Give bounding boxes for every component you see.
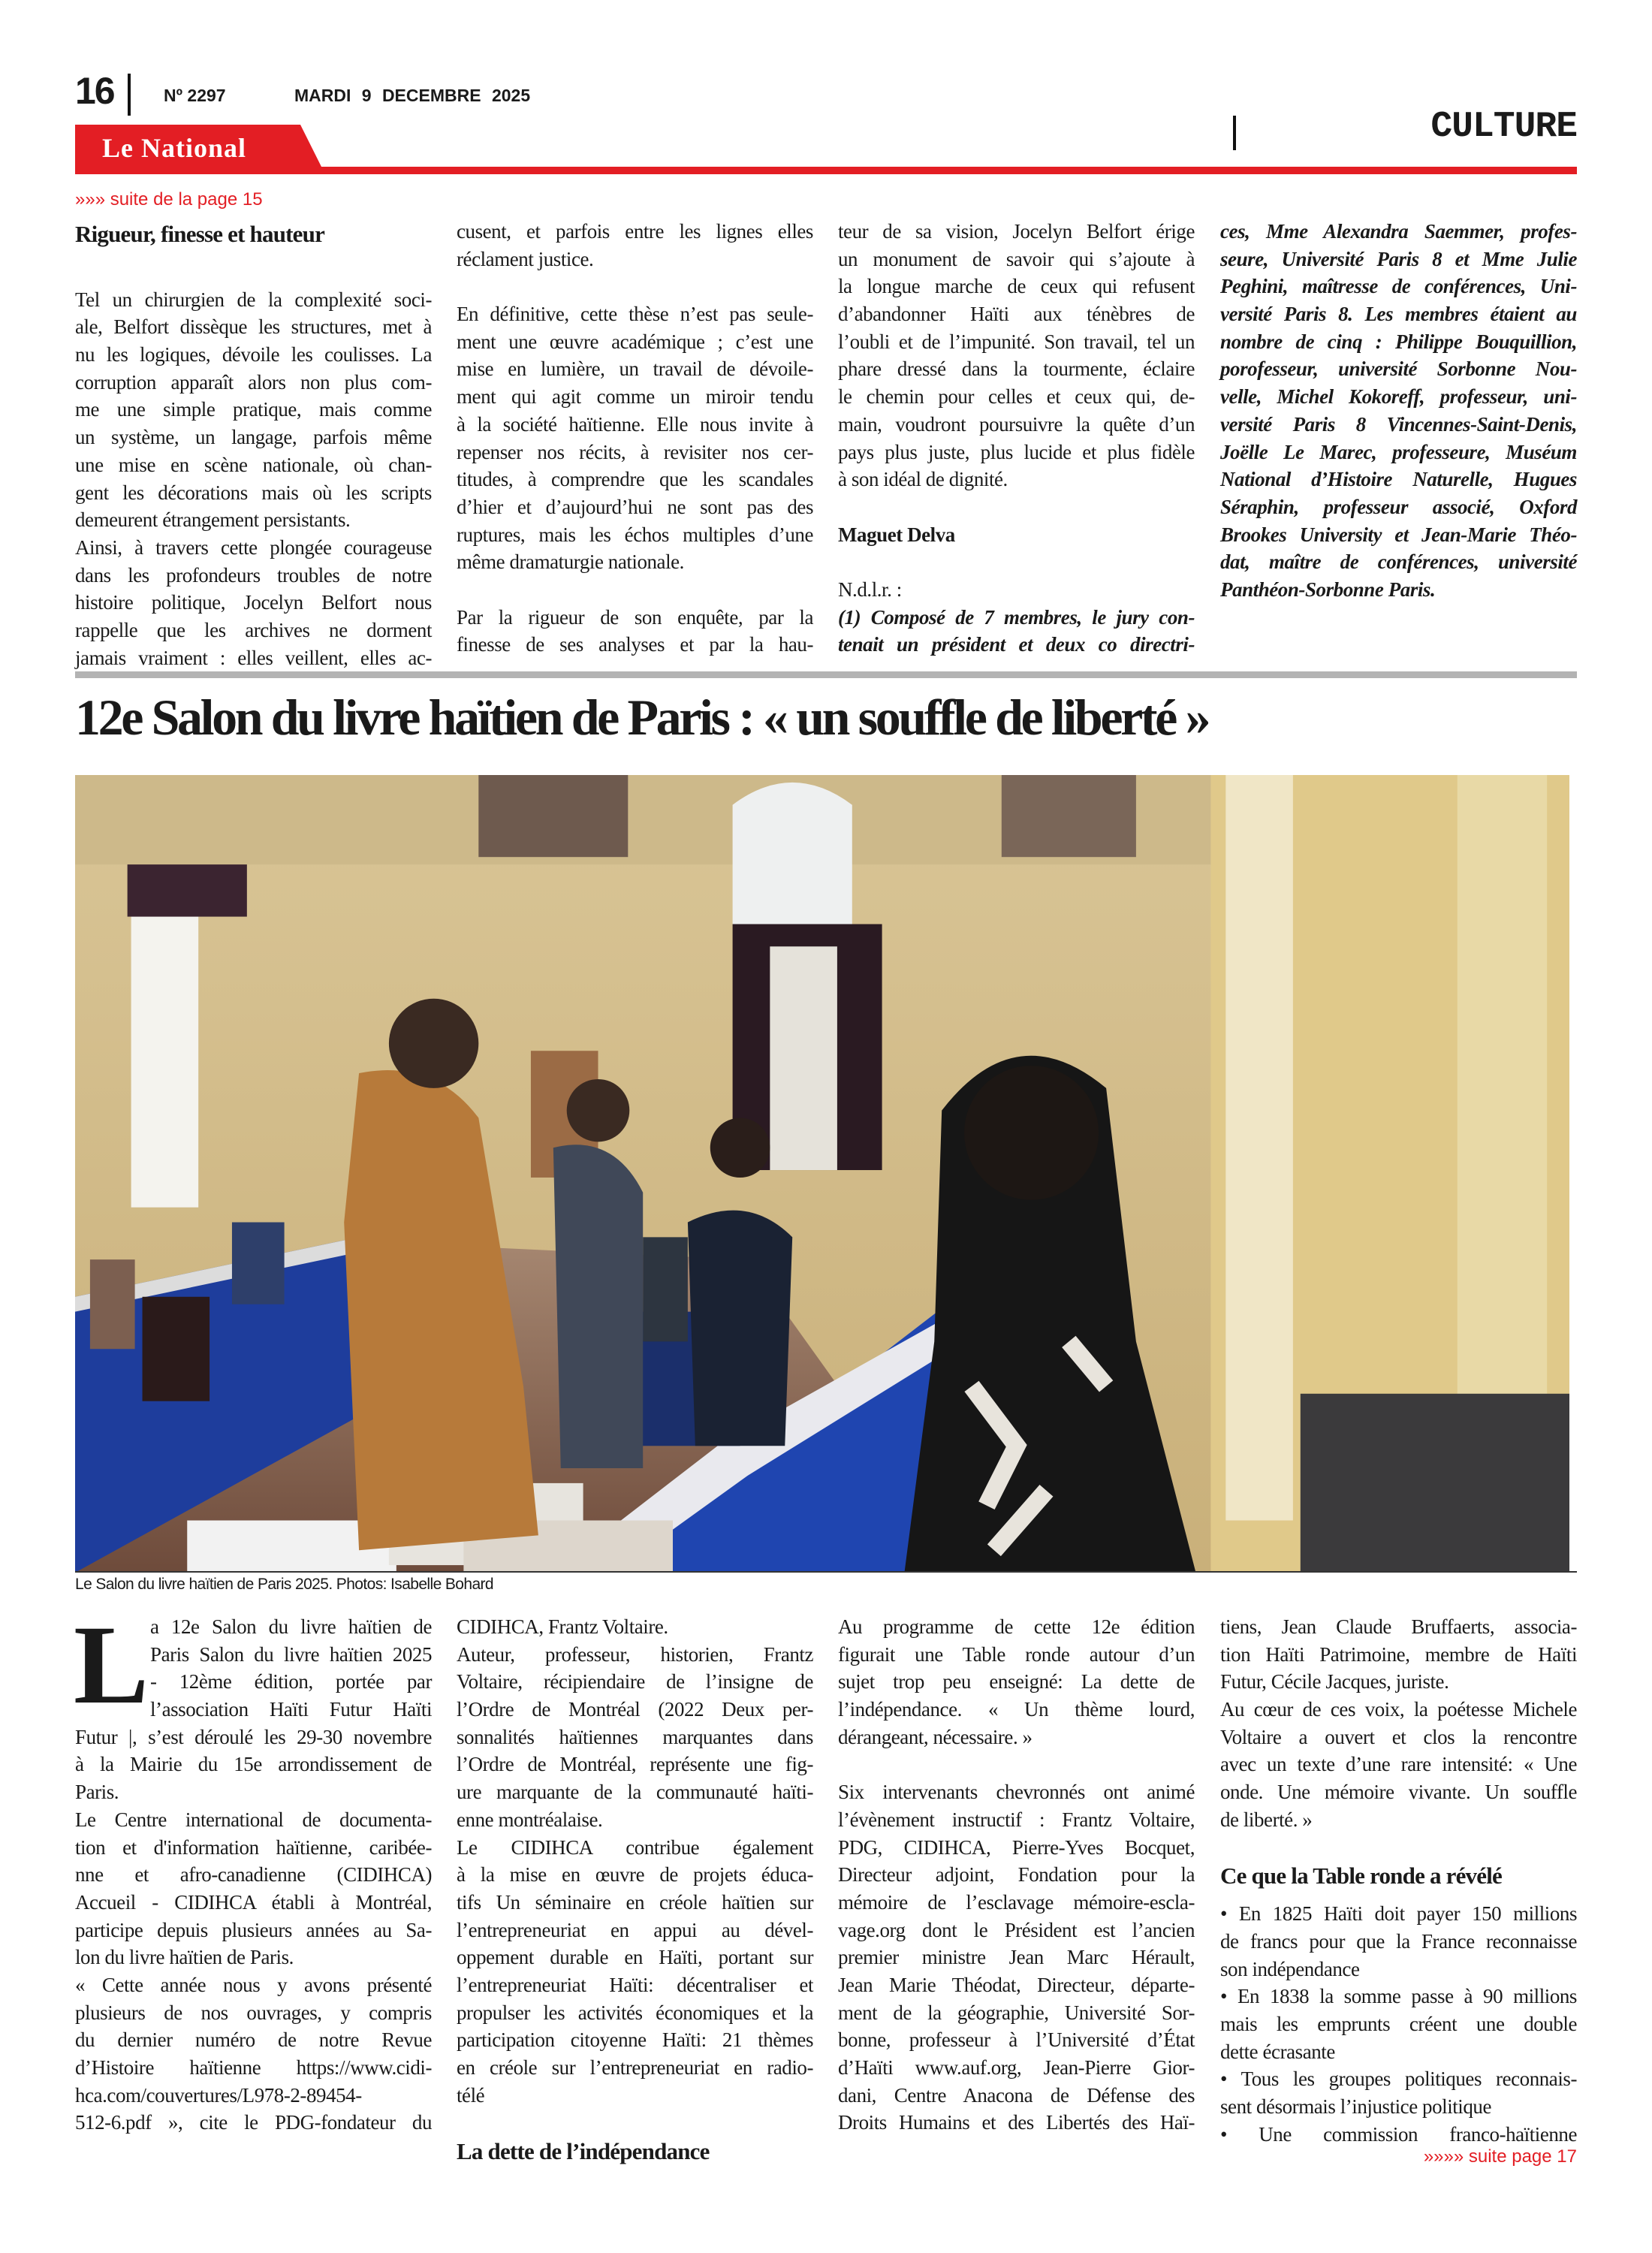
text-line: (1) Composé de 7 membres, le jury con- <box>838 605 1195 629</box>
text-line: ure marquante de la communauté haïti- <box>457 1781 813 1804</box>
text-line: même dramaturgie nationale. <box>457 550 684 574</box>
text-line: Brookes University et Jean-Marie Théo- <box>1220 523 1577 546</box>
photo-rule <box>75 1571 1577 1573</box>
text-line: propulser les activités économiques et la <box>457 2001 813 2024</box>
text-line: tenait un président et deux co directri- <box>838 633 1195 656</box>
text-line: PDG, CIDIHCA, Pierre-Yves Bocquet, <box>838 1835 1195 1859</box>
text-line: tion Haïti Patrimoine, membre de Haïti <box>1220 1642 1577 1666</box>
text-line: gent les décorations mais où les scripts <box>75 481 432 504</box>
text-line: phare dressé dans la tourmente, éclaire <box>838 357 1195 381</box>
article-headline: 12e Salon du livre haïtien de Paris : « un souffle de liberté » <box>75 689 1209 746</box>
text-line: Le Centre international de documenta- <box>75 1808 432 1831</box>
text-line: Directeur adjoint, Fondation pour la <box>838 1863 1195 1887</box>
text-line: bonne, professeur à l’Université d’État <box>838 2028 1195 2052</box>
text-line: jamais vraiment : elles veillent, elles ac- <box>75 646 432 669</box>
text-line: • Tous les groupes politiques reconnais- <box>1220 2068 1577 2091</box>
text-line: porofesseur, université Sorbonne Nou- <box>1220 357 1577 381</box>
spacer <box>838 493 1195 521</box>
paragraph <box>75 1613 432 1806</box>
paragraph <box>457 1834 813 2110</box>
text-line: ces, Mme Alexandra Saemmer, profes- <box>1220 220 1577 243</box>
text-line: Voltaire, récipiendaire de l’insigne de <box>457 1670 813 1694</box>
text-line: repenser nos récits, à revisiter nos cer- <box>457 440 813 463</box>
text-line: « Cette année nous y avons présenté <box>75 1973 432 1996</box>
text-line: Peghini, maîtresse de conférences, Uni- <box>1220 275 1577 298</box>
text-line: le chemin pour celles et ceux qui, de- <box>838 385 1195 409</box>
text-line: son indépendance <box>1220 1957 1360 1980</box>
divider <box>1233 116 1236 150</box>
text-line: teur de sa vision, Jocelyn Belfort érige <box>838 220 1195 243</box>
paragraph <box>1220 2065 1577 2120</box>
text-line: tiens, Jean Claude Bruffaerts, associa- <box>1220 1615 1577 1638</box>
text-line: Six intervenants chevronnés ont animé <box>838 1781 1195 1804</box>
text-line: d’abandonner Haïti aux ténèbres de <box>838 303 1195 326</box>
text-line: Jean Marie Théodat, Directeur, départe- <box>838 1973 1195 1996</box>
text-line: Paris Salon du livre haïtien 2025 <box>150 1642 432 1666</box>
text-line: à son idéal de dignité. <box>838 468 1008 491</box>
text-line: National d’Histoire Naturelle, Hugues <box>1220 468 1577 491</box>
text-line: réclament justice. <box>457 247 594 270</box>
text-line: la longue marche de ceux qui refusent <box>838 275 1195 298</box>
text-line: une mise en scène nationale, où chan- <box>75 453 432 476</box>
paragraph <box>838 604 1195 659</box>
text-line: du dernier numéro de notre Revue <box>75 2028 432 2052</box>
paragraph <box>838 576 1195 604</box>
text-line: l’évènement instructif : Frantz Voltaire, <box>838 1808 1195 1831</box>
section-title: CULTURE <box>1430 107 1577 147</box>
page-number: 16 <box>75 70 114 112</box>
text-line: Tel un chirurgien de la complexité soci- <box>75 288 432 311</box>
text-line: histoire politique, Jocelyn Belfort nous <box>75 591 432 614</box>
text-line: Droits Humains et des Libertés des Haï- <box>838 2111 1195 2134</box>
paragraph <box>838 1613 1195 1751</box>
top-column-1 <box>75 219 432 671</box>
text-line: onde. Une mémoire vivante. Un souffle <box>1220 1781 1577 1804</box>
text-line: mise en lumière, un travail de dévoile- <box>457 357 813 381</box>
paragraph <box>1220 218 1577 604</box>
paragraph <box>1220 1613 1577 1696</box>
byline <box>838 521 1195 549</box>
text-line: premier ministre Jean Marc Hérault, <box>838 1946 1195 1969</box>
paragraph <box>457 300 813 576</box>
spacer <box>457 576 813 604</box>
text-line: l’oubli et de l’impunité. Son travail, tel un <box>838 330 1195 353</box>
continued-to-link[interactable]: »»»» suite page 17 <box>1423 2146 1577 2167</box>
spacer <box>457 273 813 300</box>
paragraph <box>75 1971 432 2137</box>
issue-date: MARDI 9 DECEMBRE 2025 <box>294 86 531 105</box>
paragraph <box>1220 1983 1577 2065</box>
text-line: Au programme de cette 12e édition <box>838 1615 1195 1638</box>
paragraph <box>1220 1696 1577 1833</box>
text-line: ruptures, mais les échos multiples d’une <box>457 523 813 546</box>
paragraph <box>457 218 813 273</box>
text-line: télé <box>457 2083 485 2107</box>
text-line: me une simple pratique, mais comme <box>75 398 432 421</box>
spacer <box>838 1751 1195 1778</box>
section-rule <box>75 671 1577 678</box>
text-line: nombre de cinq : Philippe Bouquillion, <box>1220 330 1577 353</box>
text-line: versité Paris 8. Les membres étaient au <box>1220 303 1577 326</box>
text-line: Par la rigueur de son enquête, par la <box>457 605 813 629</box>
text-line: En définitive, cette thèse n’est pas seule- <box>457 303 813 326</box>
issue-number: Nº 2297 <box>164 86 226 105</box>
top-column-4 <box>1220 218 1577 604</box>
continued-from-link[interactable]: »»» suite de la page 15 <box>75 189 263 210</box>
text-line: tion et d'information haïtienne, caribée- <box>75 1835 432 1859</box>
text-line: d’Histoire haïtienne https://www.cidi- <box>75 2056 432 2079</box>
text-line: Futur |, s’est déroulé les 29-30 novembre <box>75 1725 432 1748</box>
spacer <box>838 548 1195 576</box>
top-column-2 <box>457 218 813 659</box>
text-line: d’hier et d’aujourd’hui ne sont pas des <box>457 495 813 518</box>
text-line: Accueil - CIDIHCA établi à Montréal, <box>75 1890 432 1914</box>
paragraph <box>75 1806 432 1971</box>
text-line: ale, Belfort dissèque les structures, met à <box>75 315 432 339</box>
text-line: à la Mairie du 15e arrondissement de <box>75 1753 432 1776</box>
text-line: l’association Haïti Futur Haïti <box>150 1698 432 1721</box>
text-line: l’Ordre de Montréal (2022 Deux per- <box>457 1698 813 1721</box>
text-line: tifs Un séminaire en créole haïtien sur <box>457 1890 813 1914</box>
text-line: Futur, Cécile Jacques, juriste. <box>1220 1670 1449 1694</box>
text-line: sonnalités haïtiennes marquantes dans <box>457 1725 813 1748</box>
text-line: dat, maître de conférences, université <box>1220 550 1577 574</box>
text-line: nne et afro-canadienne (CIDIHCA) <box>75 1863 432 1887</box>
text-line: à la mise en œuvre de projets éduca- <box>457 1863 813 1887</box>
text-line: finesse de ses analyses et par la hau- <box>457 633 813 656</box>
text-line: a 12e Salon du livre haïtien de <box>150 1615 432 1638</box>
text-line: velle, Michel Kokoreff, professeur, uni- <box>1220 385 1577 409</box>
text-line: Auteur, professeur, historien, Frantz <box>457 1642 813 1666</box>
text-line: Maguet Delva <box>838 523 955 546</box>
photo-caption: Le Salon du livre haïtien de Paris 2025. Photos: Isabelle Bohard <box>75 1576 493 1593</box>
text-line: vage.org dont le Président est l’ancien <box>838 1918 1195 1941</box>
text-line: N.d.l.r. : <box>838 578 902 601</box>
text-line: • En 1825 Haïti doit payer 150 millions <box>1220 1902 1577 1926</box>
text-line: de francs pour que la France reconnaisse <box>1220 1929 1577 1953</box>
text-line: main, voudront poursuivre la quête d’un <box>838 412 1195 436</box>
text-line: sent désormais l’injustice politique <box>1220 2095 1491 2118</box>
text-line: 512-6.pdf », cite le PDG-fondateur du <box>75 2111 432 2134</box>
subheading: Rigueur, finesse et hauteur <box>75 221 325 247</box>
paragraph <box>457 1641 813 1834</box>
text-line: mais les emprunts créent une double <box>1220 2012 1577 2035</box>
text-line: - 12ème édition, portée par <box>150 1670 432 1694</box>
subheading: La dette de l’indépendance <box>457 2138 710 2165</box>
text-line: oppement durable en Haïti, portant sur <box>457 1946 813 1969</box>
text-line: l’entrepreneuriat en appui au dével- <box>457 1918 813 1941</box>
text-line: en créole sur l’entrepreneuriat en radio- <box>457 2056 813 2079</box>
paragraph <box>838 218 1195 493</box>
text-line: dette écrasante <box>1220 2040 1335 2063</box>
spacer <box>457 2109 813 2137</box>
paragraph <box>1220 2121 1577 2149</box>
text-line: • En 1838 la somme passe à 90 millions <box>1220 1985 1577 2008</box>
spacer <box>1220 1834 1577 1862</box>
text-line: CIDIHCA, Frantz Voltaire. <box>457 1615 668 1638</box>
text-line: ment qui agit comme un miroir tendu <box>457 385 813 409</box>
brand-logo: Le National <box>102 133 247 163</box>
text-line: Le CIDIHCA contribue également <box>457 1835 813 1859</box>
text-line: de liberté. » <box>1220 1808 1313 1831</box>
paragraph <box>1220 1900 1577 1983</box>
text-line: mémoire de l’esclavage mémoire-escla- <box>838 1890 1195 1914</box>
article-column-3 <box>838 1613 1195 2137</box>
text-line: versité Paris 8 Vincennes-Saint-Denis, <box>1220 412 1577 436</box>
paragraph <box>838 1778 1195 2137</box>
text-line: participation citoyenne Haïti: 21 thèmes <box>457 2028 813 2052</box>
text-line: Au cœur de ces voix, la poétesse Michele <box>1220 1698 1577 1721</box>
text-line: à la société haïtienne. Elle nous invite à <box>457 412 813 436</box>
text-line: un système, un langage, parfois même <box>75 426 432 449</box>
text-line: dans les profondeurs troubles de notre <box>75 563 432 587</box>
subheading: Ce que la Table ronde a révélé <box>1220 1862 1502 1890</box>
paragraph <box>75 286 432 534</box>
spacer <box>75 258 432 286</box>
article-photo <box>75 775 1569 1573</box>
text-line: l’indépendance. « Un thème lourd, <box>838 1698 1195 1721</box>
top-column-3 <box>838 218 1195 659</box>
text-line: demeurent étrangement persistants. <box>75 508 351 532</box>
text-line: l’entrepreneuriat Haïti: décentraliser et <box>457 1973 813 1996</box>
article-column-2 <box>457 1613 813 2176</box>
text-line: un monument de savoir qui s’ajoute à <box>838 247 1195 270</box>
text-line: plusieurs de nos ouvrages, y compris <box>75 2001 432 2024</box>
paragraph <box>457 1613 813 1641</box>
drop-cap: L <box>74 1603 149 1727</box>
text-line: ment de la géographie, Université Sor- <box>838 2001 1195 2024</box>
paragraph <box>75 534 432 671</box>
text-line: participe depuis plusieurs années au Sa- <box>75 1918 432 1941</box>
article-column-1 <box>75 1613 432 2137</box>
text-line: avec un texte d’une rare intensité: « Une <box>1220 1753 1577 1776</box>
header-rule <box>75 167 1577 174</box>
text-line: • Une commission franco-haïtienne <box>1220 2122 1577 2146</box>
text-line: Séraphin, professeur associé, Oxford <box>1220 495 1577 518</box>
text-line: Paris. <box>75 1781 119 1804</box>
text-line: cusent, et parfois entre les lignes elles <box>457 220 813 243</box>
text-line: rappelle que les archives ne dorment <box>75 618 432 641</box>
text-line: Voltaire a ouvert et clos la rencontre <box>1220 1725 1577 1748</box>
text-line: d’Haïti www.auf.org, Jean-Pierre Gior- <box>838 2056 1195 2079</box>
article-column-4 <box>1220 1613 1577 2148</box>
text-line: Ainsi, à travers cette plongée courageuse <box>75 535 432 559</box>
text-line: enne montréalaise. <box>457 1808 603 1831</box>
text-line: Joëlle Le Marec, professeure, Muséum <box>1220 440 1577 463</box>
text-line: corruption apparaît alors non plus com- <box>75 370 432 394</box>
text-line: seure, Université Paris 8 et Mme Julie <box>1220 247 1577 270</box>
text-line: nu les logiques, dévoile les coulisses. La <box>75 343 432 366</box>
text-line: dani, Centre Anacona de Défense des <box>838 2083 1195 2107</box>
text-line: titudes, à comprendre que les scandales <box>457 468 813 491</box>
divider <box>128 74 131 116</box>
text-line: ment une œuvre académique ; c’est une <box>457 330 813 353</box>
text-line: figurait une Table ronde autour d’un <box>838 1642 1195 1666</box>
paragraph <box>457 604 813 659</box>
text-line: l’Ordre de Montréal, représente une fig- <box>457 1753 813 1776</box>
text-line: lon du livre haïtien de Paris. <box>75 1946 294 1969</box>
text-line: Panthéon-Sorbonne Paris. <box>1220 578 1436 601</box>
text-line: hca.com/couvertures/L978-2-89454- <box>75 2083 362 2107</box>
text-line: pays plus juste, plus lucide et plus fidèle <box>838 440 1195 463</box>
text-line: dérangeant, nécessaire. » <box>838 1725 1032 1748</box>
text-line: sujet trop peu enseigné: La dette de <box>838 1670 1195 1694</box>
